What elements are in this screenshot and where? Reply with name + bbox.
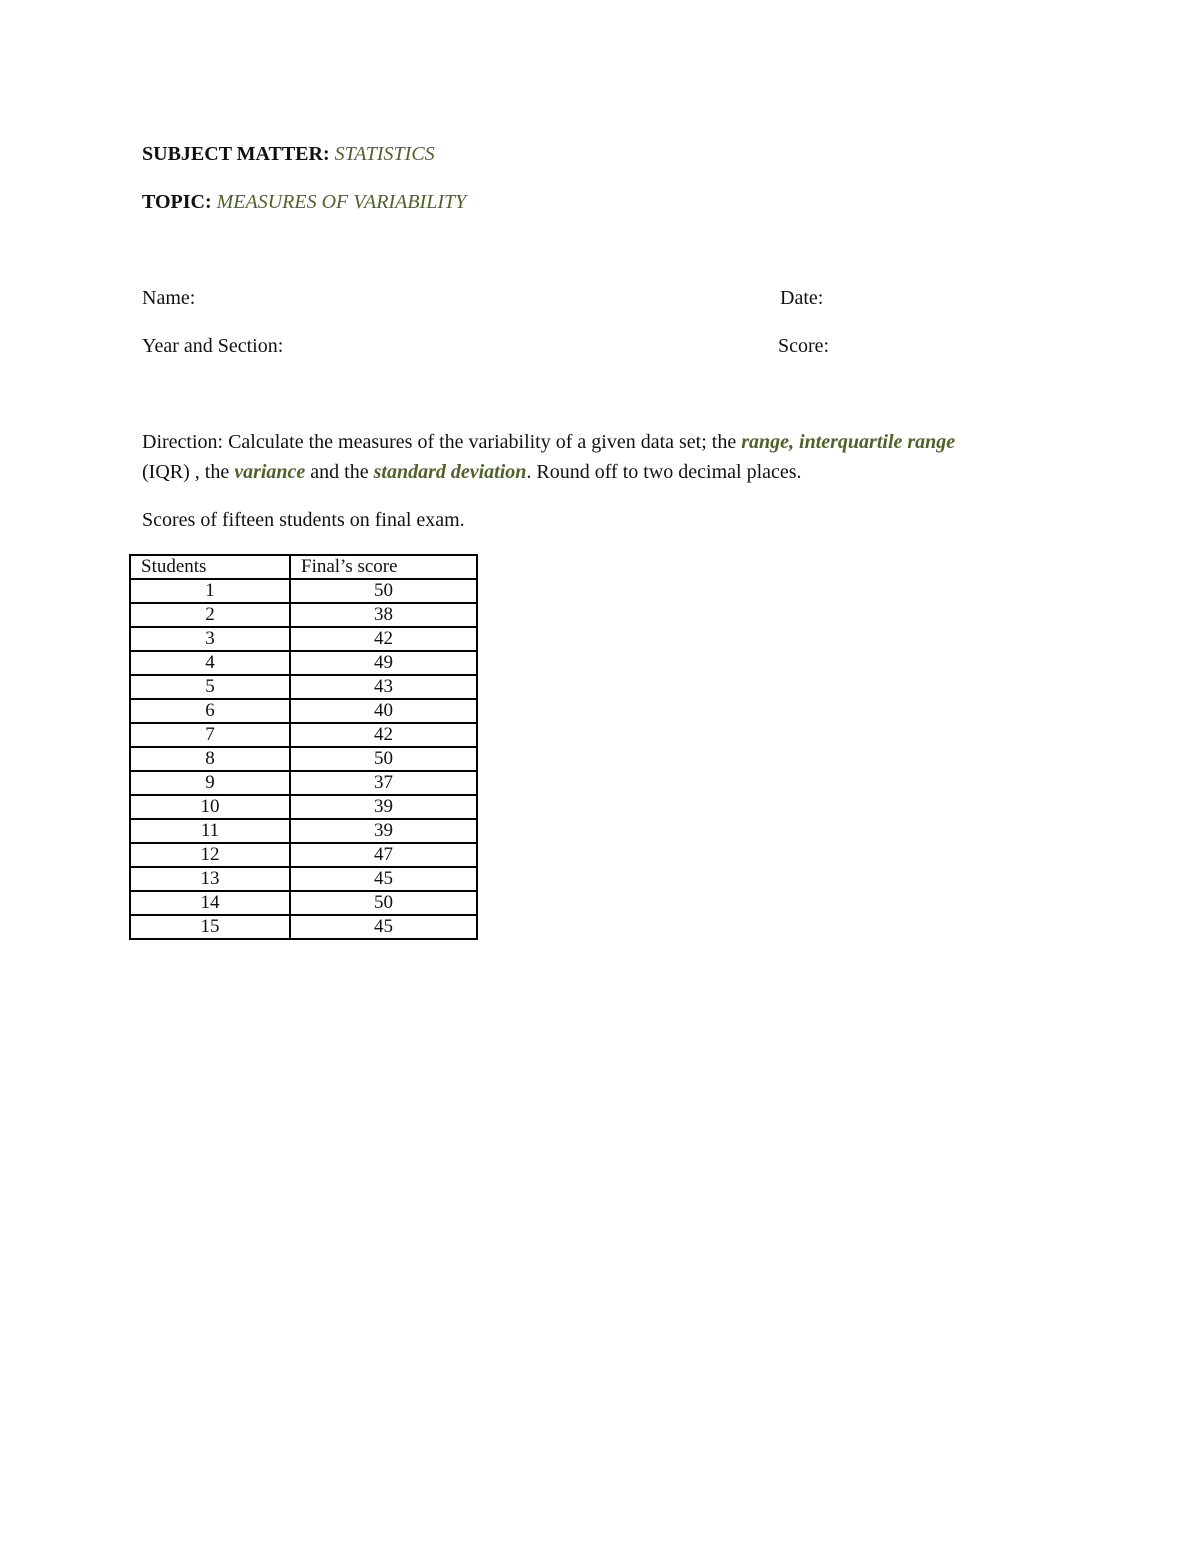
direction-text-2: (IQR) , the <box>142 461 235 483</box>
score-cell: 43 <box>290 675 477 699</box>
student-cell: 14 <box>130 891 290 915</box>
score-cell: 39 <box>290 819 477 843</box>
term-range: range <box>741 431 790 453</box>
table-row <box>130 723 477 747</box>
student-cell: 4 <box>130 651 290 675</box>
score-cell: 37 <box>290 771 477 795</box>
student-cell: 5 <box>130 675 290 699</box>
table-row <box>130 795 477 819</box>
term-variance: variance <box>234 461 306 483</box>
table-row <box>130 675 477 699</box>
subject-line <box>142 142 435 166</box>
table-row <box>130 747 477 771</box>
table-caption: Scores of fifteen students on final exam. <box>142 509 465 531</box>
direction-text-4: . Round off to two decimal places. <box>526 461 802 483</box>
student-cell: 10 <box>130 795 290 819</box>
score-cell: 40 <box>290 699 477 723</box>
table-row <box>130 771 477 795</box>
score-cell: 50 <box>290 579 477 603</box>
term-interquartile-range: interquartile range <box>799 431 956 453</box>
term-separator: , <box>789 431 800 453</box>
table-row <box>130 891 477 915</box>
column-header-students: Students <box>130 555 290 579</box>
direction-text-3: and the <box>305 461 374 483</box>
table-row <box>130 627 477 651</box>
direction-line-2 <box>142 460 802 484</box>
student-cell: 13 <box>130 867 290 891</box>
score-cell: 45 <box>290 915 477 939</box>
topic-line <box>142 190 466 214</box>
score-cell: 39 <box>290 795 477 819</box>
student-cell: 8 <box>130 747 290 771</box>
student-cell: 15 <box>130 915 290 939</box>
table-row <box>130 915 477 939</box>
score-field-label: Score: <box>778 335 830 357</box>
table-row <box>130 699 477 723</box>
scores-table <box>129 554 478 940</box>
table-row <box>130 867 477 891</box>
table-row <box>130 651 477 675</box>
table-row <box>130 819 477 843</box>
student-cell: 1 <box>130 579 290 603</box>
student-cell: 3 <box>130 627 290 651</box>
student-cell: 6 <box>130 699 290 723</box>
table-header-row <box>130 555 477 579</box>
column-header-final-score: Final’s score <box>290 555 477 579</box>
name-field-label: Name: <box>142 287 196 309</box>
table-row <box>130 843 477 867</box>
score-cell: 49 <box>290 651 477 675</box>
score-cell: 42 <box>290 723 477 747</box>
term-standard-deviation: standard deviation <box>373 461 527 483</box>
student-cell: 9 <box>130 771 290 795</box>
score-cell: 38 <box>290 603 477 627</box>
direction-text-1: Direction: Calculate the measures of the variability of a given data set; the <box>142 431 742 453</box>
score-cell: 50 <box>290 891 477 915</box>
table-row <box>130 603 477 627</box>
student-cell: 7 <box>130 723 290 747</box>
date-field-label: Date: <box>780 287 824 309</box>
direction-line-1 <box>142 430 955 454</box>
student-cell: 2 <box>130 603 290 627</box>
score-cell: 45 <box>290 867 477 891</box>
score-cell: 42 <box>290 627 477 651</box>
year-section-field-label: Year and Section: <box>142 335 284 357</box>
topic-label: TOPIC: <box>142 191 212 213</box>
student-cell: 11 <box>130 819 290 843</box>
student-cell: 12 <box>130 843 290 867</box>
topic-value: MEASURES OF VARIABILITY <box>216 191 467 213</box>
score-cell: 50 <box>290 747 477 771</box>
subject-value: STATISTICS <box>334 143 435 165</box>
score-cell: 47 <box>290 843 477 867</box>
table-row <box>130 579 477 603</box>
subject-label: SUBJECT MATTER: <box>142 143 330 165</box>
